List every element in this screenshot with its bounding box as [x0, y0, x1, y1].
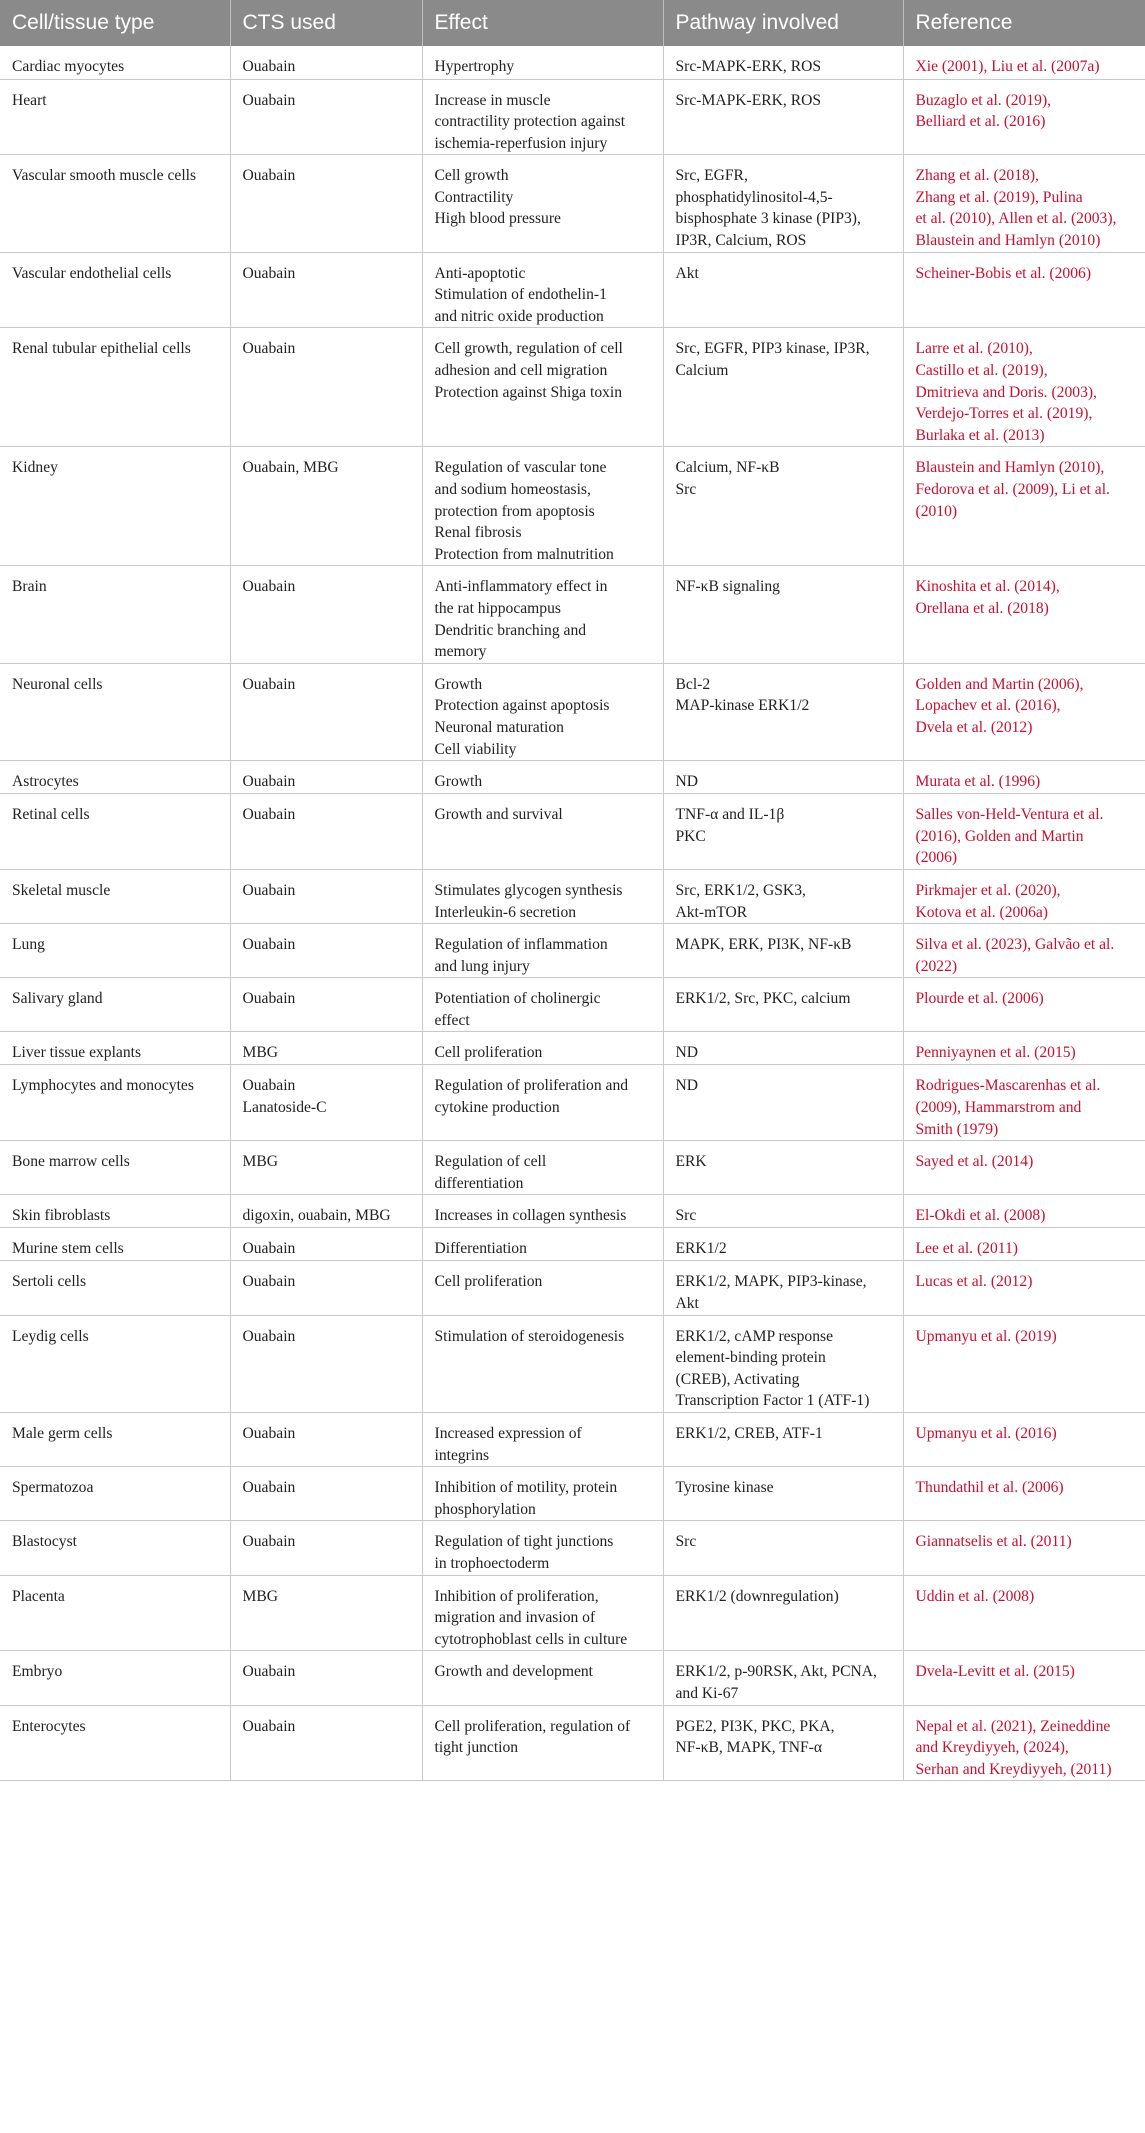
table-row [0, 1228, 1145, 1261]
reference-link[interactable]: El-Okdi et al. (2008) [903, 1195, 1145, 1228]
reference-link[interactable]: Silva et al. (2023), Galvão et al. (2022) [903, 924, 1145, 978]
cell-type-cell: Skin fibroblasts [0, 1195, 230, 1228]
reference-link[interactable]: Buzaglo et al. (2019), Belliard et al. (2016) [903, 79, 1145, 155]
pathway-cell: MAPK, ERK, PI3K, NF-κB [663, 924, 903, 978]
pathway-cell: ERK [663, 1141, 903, 1195]
effect-cell: Growth [422, 761, 663, 794]
table-row [0, 1141, 1145, 1195]
reference-link[interactable]: Scheiner-Bobis et al. (2006) [903, 252, 1145, 328]
column-header-cell-type: Cell/tissue type [0, 0, 230, 46]
pathway-cell: Src-MAPK-ERK, ROS [663, 46, 903, 79]
pathway-cell: ERK1/2, Src, PKC, calcium [663, 978, 903, 1032]
reference-link[interactable]: Blaustein and Hamlyn (2010), Fedorova et al. (2009), Li et al. (2010) [903, 447, 1145, 566]
reference-link[interactable]: Lucas et al. (2012) [903, 1261, 1145, 1315]
effect-cell: Increased expression of integrins [422, 1413, 663, 1467]
cell-type-cell: Heart [0, 79, 230, 155]
effect-cell: Cell proliferation [422, 1032, 663, 1065]
pathway-cell: Src-MAPK-ERK, ROS [663, 79, 903, 155]
cell-type-cell: Cardiac myocytes [0, 46, 230, 79]
cts-used-cell: Ouabain [230, 978, 422, 1032]
cts-used-cell: MBG [230, 1141, 422, 1195]
table-row [0, 328, 1145, 447]
reference-link[interactable]: Pirkmajer et al. (2020), Kotova et al. (2006a) [903, 869, 1145, 923]
table-row [0, 1575, 1145, 1651]
table-row [0, 155, 1145, 252]
effect-cell: Regulation of cell differentiation [422, 1141, 663, 1195]
cts-used-cell: Ouabain Lanatoside-C [230, 1065, 422, 1141]
effect-cell: Regulation of inflammation and lung injury [422, 924, 663, 978]
pathway-cell: Calcium, NF-κB Src [663, 447, 903, 566]
cell-type-cell: Murine stem cells [0, 1228, 230, 1261]
effect-cell: Growth and development [422, 1651, 663, 1705]
cts-used-cell: Ouabain [230, 1651, 422, 1705]
table-row [0, 978, 1145, 1032]
pathway-cell: ND [663, 1065, 903, 1141]
table-row [0, 1651, 1145, 1705]
table-row [0, 1261, 1145, 1315]
column-header-effect: Effect [422, 0, 663, 46]
reference-link[interactable]: Thundathil et al. (2006) [903, 1467, 1145, 1521]
effect-cell: Potentiation of cholinergic effect [422, 978, 663, 1032]
pathway-cell: ND [663, 1032, 903, 1065]
table-body [0, 46, 1145, 1781]
pathway-cell: Src, EGFR, PIP3 kinase, IP3R, Calcium [663, 328, 903, 447]
reference-link[interactable]: Plourde et al. (2006) [903, 978, 1145, 1032]
pathway-cell: ERK1/2, p-90RSK, Akt, PCNA, and Ki-67 [663, 1651, 903, 1705]
cts-used-cell: Ouabain [230, 761, 422, 794]
table-row [0, 447, 1145, 566]
table-row [0, 1705, 1145, 1781]
table-row [0, 924, 1145, 978]
effect-cell: Cell proliferation [422, 1261, 663, 1315]
reference-link[interactable]: Upmanyu et al. (2019) [903, 1315, 1145, 1412]
cts-used-cell: Ouabain [230, 1228, 422, 1261]
reference-link[interactable]: Xie (2001), Liu et al. (2007a) [903, 46, 1145, 79]
cell-type-cell: Placenta [0, 1575, 230, 1651]
pathway-cell: ERK1/2, CREB, ATF-1 [663, 1413, 903, 1467]
cts-used-cell: Ouabain [230, 252, 422, 328]
cell-type-cell: Leydig cells [0, 1315, 230, 1412]
cts-used-cell: Ouabain [230, 1521, 422, 1575]
cts-used-cell: Ouabain [230, 869, 422, 923]
cell-type-cell: Lymphocytes and monocytes [0, 1065, 230, 1141]
table-row [0, 566, 1145, 663]
reference-link[interactable]: Nepal et al. (2021), Zeineddine and Kreydiyyeh, (2024), Serhan and Kreydiyyeh, (2011) [903, 1705, 1145, 1781]
effect-cell: Differentiation [422, 1228, 663, 1261]
table-row [0, 761, 1145, 794]
pathway-cell: ERK1/2, MAPK, PIP3-kinase, Akt [663, 1261, 903, 1315]
cts-used-cell: Ouabain [230, 1705, 422, 1781]
effect-cell: Growth and survival [422, 794, 663, 870]
table-row [0, 1065, 1145, 1141]
pathway-cell: ERK1/2 (downregulation) [663, 1575, 903, 1651]
pathway-cell: TNF-α and IL-1β PKC [663, 794, 903, 870]
reference-link[interactable]: Larre et al. (2010), Castillo et al. (2019), Dmitrieva and Doris. (2003), Verdejo-Torres et al. (2019), Burlaka et al. (2013) [903, 328, 1145, 447]
cts-used-cell: Ouabain [230, 1467, 422, 1521]
cts-used-cell: Ouabain [230, 1315, 422, 1412]
reference-link[interactable]: Penniyaynen et al. (2015) [903, 1032, 1145, 1065]
effect-cell: Anti-inflammatory effect in the rat hippocampus Dendritic branching and memory [422, 566, 663, 663]
pathway-cell: Src [663, 1195, 903, 1228]
table-row [0, 252, 1145, 328]
cts-used-cell: Ouabain [230, 1413, 422, 1467]
cell-type-cell: Renal tubular epithelial cells [0, 328, 230, 447]
reference-link[interactable]: Zhang et al. (2018), Zhang et al. (2019), Pulina et al. (2010), Allen et al. (2003), Blaustein and Hamlyn (2010) [903, 155, 1145, 252]
effect-cell: Stimulates glycogen synthesis Interleukin-6 secretion [422, 869, 663, 923]
column-header-pathway: Pathway involved [663, 0, 903, 46]
cts-used-cell: Ouabain [230, 155, 422, 252]
cell-type-cell: Kidney [0, 447, 230, 566]
column-header-cts-used: CTS used [230, 0, 422, 46]
table-row [0, 1195, 1145, 1228]
table-header [0, 0, 1145, 46]
reference-link[interactable]: Uddin et al. (2008) [903, 1575, 1145, 1651]
cts-used-cell: Ouabain [230, 794, 422, 870]
effect-cell: Increase in muscle contractility protection against ischemia-reperfusion injury [422, 79, 663, 155]
reference-link[interactable]: Murata et al. (1996) [903, 761, 1145, 794]
cell-type-cell: Astrocytes [0, 761, 230, 794]
pathway-cell: ERK1/2 [663, 1228, 903, 1261]
effect-cell: Anti-apoptotic Stimulation of endothelin-1 and nitric oxide production [422, 252, 663, 328]
effect-cell: Inhibition of motility, protein phosphorylation [422, 1467, 663, 1521]
effect-cell: Regulation of vascular tone and sodium homeostasis, protection from apoptosis Renal fibrosis Protection from malnutrition [422, 447, 663, 566]
effect-cell: Regulation of proliferation and cytokine production [422, 1065, 663, 1141]
effect-cell: Regulation of tight junctions in trophoectoderm [422, 1521, 663, 1575]
reference-link[interactable]: Kinoshita et al. (2014), Orellana et al. (2018) [903, 566, 1145, 663]
table-row [0, 46, 1145, 79]
effect-cell: Increases in collagen synthesis [422, 1195, 663, 1228]
cell-type-cell: Spermatozoa [0, 1467, 230, 1521]
cell-type-cell: Neuronal cells [0, 663, 230, 760]
reference-link[interactable]: Rodrigues-Mascarenhas et al. (2009), Hammarstrom and Smith (1979) [903, 1065, 1145, 1141]
effect-cell: Growth Protection against apoptosis Neuronal maturation Cell viability [422, 663, 663, 760]
pathway-cell: ERK1/2, cAMP response element-binding protein (CREB), Activating Transcription Factor 1 (ATF-1) [663, 1315, 903, 1412]
cts-used-cell: Ouabain [230, 1261, 422, 1315]
reference-link[interactable]: Sayed et al. (2014) [903, 1141, 1145, 1195]
cts-used-cell: MBG [230, 1575, 422, 1651]
reference-link[interactable]: Dvela-Levitt et al. (2015) [903, 1651, 1145, 1705]
cell-type-cell: Sertoli cells [0, 1261, 230, 1315]
table-row [0, 79, 1145, 155]
cts-used-cell: Ouabain [230, 79, 422, 155]
effect-cell: Cell proliferation, regulation of tight junction [422, 1705, 663, 1781]
table-row [0, 1315, 1145, 1412]
cts-used-cell: Ouabain [230, 663, 422, 760]
cell-type-cell: Salivary gland [0, 978, 230, 1032]
reference-link[interactable]: Giannatselis et al. (2011) [903, 1521, 1145, 1575]
table-row [0, 1413, 1145, 1467]
pathway-cell: Bcl-2 MAP-kinase ERK1/2 [663, 663, 903, 760]
cell-type-cell: Embryo [0, 1651, 230, 1705]
pathway-cell: Src [663, 1521, 903, 1575]
pathway-cell: Src, EGFR, phosphatidylinositol-4,5- bisphosphate 3 kinase (PIP3), IP3R, Calcium, ROS [663, 155, 903, 252]
cell-type-cell: Blastocyst [0, 1521, 230, 1575]
table-row [0, 794, 1145, 870]
table-row [0, 1467, 1145, 1521]
cell-type-cell: Retinal cells [0, 794, 230, 870]
cell-type-cell: Lung [0, 924, 230, 978]
cell-type-cell: Enterocytes [0, 1705, 230, 1781]
pathway-cell: NF-κB signaling [663, 566, 903, 663]
cts-used-cell: Ouabain, MBG [230, 447, 422, 566]
effect-cell: Stimulation of steroidogenesis [422, 1315, 663, 1412]
pathway-cell: Tyrosine kinase [663, 1467, 903, 1521]
header-row [0, 0, 1145, 46]
effect-cell: Cell growth, regulation of cell adhesion and cell migration Protection against Shiga toxin [422, 328, 663, 447]
reference-link[interactable]: Lee et al. (2011) [903, 1228, 1145, 1261]
cell-type-cell: Liver tissue explants [0, 1032, 230, 1065]
table-row [0, 1521, 1145, 1575]
table-row [0, 869, 1145, 923]
cts-used-cell: Ouabain [230, 924, 422, 978]
pathway-cell: PGE2, PI3K, PKC, PKA, NF-κB, MAPK, TNF-α [663, 1705, 903, 1781]
cell-type-cell: Male germ cells [0, 1413, 230, 1467]
cts-used-cell: MBG [230, 1032, 422, 1065]
table-row [0, 663, 1145, 760]
effect-cell: Cell growth Contractility High blood pressure [422, 155, 663, 252]
cts-used-cell: digoxin, ouabain, MBG [230, 1195, 422, 1228]
cell-type-cell: Vascular smooth muscle cells [0, 155, 230, 252]
cell-type-cell: Skeletal muscle [0, 869, 230, 923]
cts-used-cell: Ouabain [230, 566, 422, 663]
reference-link[interactable]: Upmanyu et al. (2016) [903, 1413, 1145, 1467]
pathway-cell: ND [663, 761, 903, 794]
cts-used-cell: Ouabain [230, 328, 422, 447]
cell-type-cell: Vascular endothelial cells [0, 252, 230, 328]
cell-type-cell: Brain [0, 566, 230, 663]
pathway-cell: Akt [663, 252, 903, 328]
reference-link[interactable]: Salles von-Held-Ventura et al. (2016), Golden and Martin (2006) [903, 794, 1145, 870]
effect-cell: Inhibition of proliferation, migration and invasion of cytotrophoblast cells in culture [422, 1575, 663, 1651]
cts-used-cell: Ouabain [230, 46, 422, 79]
table-row [0, 1032, 1145, 1065]
effect-cell: Hypertrophy [422, 46, 663, 79]
reference-link[interactable]: Golden and Martin (2006), Lopachev et al. (2016), Dvela et al. (2012) [903, 663, 1145, 760]
column-header-reference: Reference [915, 11, 1013, 35]
pathway-cell: Src, ERK1/2, GSK3, Akt-mTOR [663, 869, 903, 923]
cell-type-cell: Bone marrow cells [0, 1141, 230, 1195]
